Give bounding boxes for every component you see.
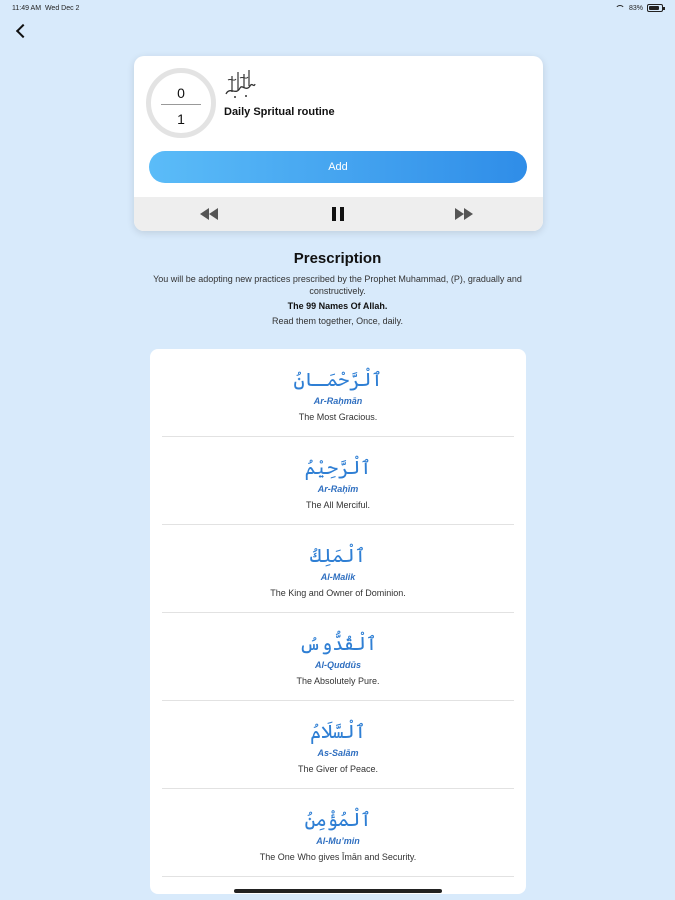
name-meaning: The Absolutely Pure. — [296, 676, 380, 686]
name-arabic: ٱلْمُؤْمِنُ — [304, 809, 372, 831]
counter-target: 1 — [177, 111, 185, 127]
status-bar — [0, 0, 675, 16]
name-transliteration: As-Salām — [317, 748, 359, 758]
name-arabic: ٱلْرَّحِيْمُ — [304, 457, 372, 479]
names-list — [150, 349, 526, 894]
name-arabic: ٱلْمَلِكُ — [310, 545, 366, 567]
add-button[interactable]: Add — [149, 151, 527, 183]
fast-forward-icon[interactable] — [453, 206, 475, 222]
name-arabic: ٱلْقُدُّوسُ — [299, 633, 377, 655]
prescription-title: Prescription — [293, 250, 382, 267]
routine-card — [134, 56, 543, 231]
back-button[interactable] — [10, 20, 32, 42]
chevron-left-icon — [15, 24, 29, 38]
name-meaning: The King and Owner of Dominion. — [270, 588, 406, 598]
counter-divider — [161, 104, 201, 105]
prescription-subtitle: The 99 Names Of Allah. — [287, 301, 388, 311]
player-controls — [134, 197, 543, 231]
counter-current: 0 — [177, 85, 185, 101]
list-item[interactable] — [150, 789, 526, 877]
name-transliteration: Al-Mu’min — [316, 836, 360, 846]
name-arabic: ٱلْسَّلَامُ — [310, 721, 366, 743]
name-transliteration: Al-Quddūs — [315, 660, 361, 670]
list-item[interactable] — [150, 437, 526, 525]
name-meaning: The Most Gracious. — [298, 412, 378, 422]
prescription-section — [0, 250, 675, 327]
counter-ring — [146, 68, 216, 138]
name-transliteration: Ar-Raḥīm — [317, 484, 359, 494]
wifi-icon — [615, 5, 625, 12]
battery-percent: 83% — [628, 4, 643, 12]
prescription-description: You will be adopting new practices prescribed by the Prophet Muhammad, (P), gradually and constructively. — [153, 274, 522, 296]
pause-icon[interactable] — [327, 206, 349, 222]
list-item[interactable] — [150, 701, 526, 789]
status-indicators — [615, 4, 663, 12]
list-item[interactable] — [150, 349, 526, 437]
status-time: 11:49 AM Wed Dec 2 — [12, 5, 80, 12]
list-item[interactable] — [150, 525, 526, 613]
name-transliteration: Al-Malik — [320, 572, 356, 582]
calligraphy-logo-icon — [222, 66, 258, 100]
list-item[interactable] — [150, 613, 526, 701]
routine-title: Daily Spritual routine — [224, 106, 335, 118]
name-meaning: The All Merciful. — [305, 500, 371, 510]
prescription-instruction: Read them together, Once, daily. — [272, 316, 403, 326]
rewind-icon[interactable] — [198, 206, 220, 222]
name-arabic: ٱلْرَّحْمَـانُ — [293, 369, 383, 391]
battery-icon — [647, 4, 663, 12]
home-indicator — [234, 889, 442, 893]
name-meaning: The One Who gives Īmān and Security. — [259, 852, 417, 862]
name-meaning: The Giver of Peace. — [297, 764, 379, 774]
name-transliteration: Ar-Raḥmān — [313, 396, 363, 406]
